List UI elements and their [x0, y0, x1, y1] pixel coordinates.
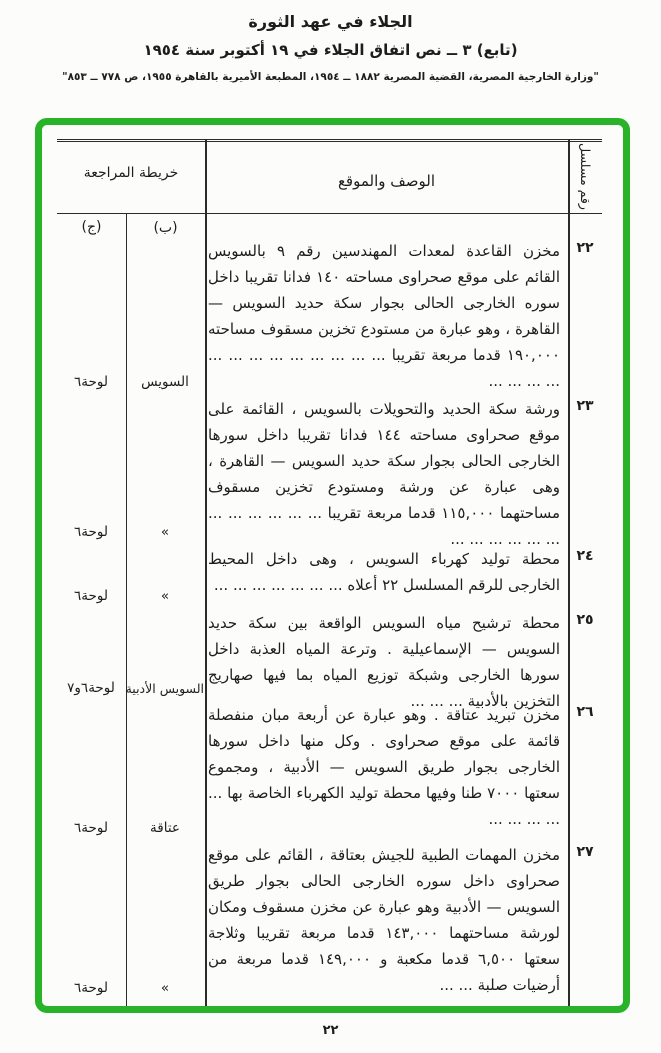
table-row [57, 842, 602, 1002]
row-map-j-value: لوحة٦ [74, 524, 108, 540]
column-subheader-b: (ب) [153, 220, 178, 236]
document-title: الجلاء في عهد الثورة [248, 12, 413, 31]
page-number: ٢٢ [322, 1023, 339, 1038]
document-source-citation: "وزارة الخارجية المصرية، القضية المصرية ١٨٨٢ ــ ١٩٥٤، المطبعة الأميرية بالقاهرة ١٩٥٥، ص ٧٧٨ ــ ٨٥٣" [62, 71, 599, 83]
row-description: محطة توليد كهرباء السويس ، وهى داخل المحيط الخارجى للرقم المسلسل ٢٢ أعلاه ... ... ... ... ... ... ... [208, 550, 560, 594]
table-row [57, 546, 602, 610]
table-top-double-rule [57, 139, 602, 142]
row-description: مخزن المهمات الطبية للجيش بعتاقة ، القائم على موقع صحراوى داخل سوره الخارجى الحالى بجوار طريق السويس — الأدبية وهو عبارة عن مخزن مسقوف ومكان لورشة مساحتهما ١٤٣,٠٠٠ قدما مربعة تقريبا وثلاجة سعتها ٦,٥٠٠ قدما مكعبة و ١٤٩,٠٠٠ قدما مربعة من أرضيات صلبة ... ... [208, 846, 560, 994]
column-header-description: الوصف والموقع [337, 172, 436, 190]
document-subtitle: (تابع) ٣ ــ نص اتفاق الجلاء في ١٩ أكتوبر سنة ١٩٥٤ [143, 41, 518, 59]
row-description: مخزن تبريد عتاقة . وهو عبارة عن أربعة مبان منفصلة قائمة على موقع صحراوى . وكل منها داخل سورها الخارجى بجوار طريق السويس — الأدبية ، ومجموع سعتها ٧٠٠٠ طنا وفيها محطة توليد الكهرباء الخاصة بها ... ... ... ... ... [208, 706, 560, 828]
column-header-map: خريطة المراجعة [83, 165, 179, 181]
row-map-b-value: السويس الأدبية [125, 681, 204, 696]
row-serial-number: ٢٤ [576, 548, 594, 564]
table-row [57, 396, 602, 546]
column-subheader-j: (ج) [81, 219, 102, 235]
row-description: محطة ترشيح مياه السويس الواقعة بين سكة حديد السويس — الإسماعيلية . وترعة المياه العذبة داخل سورها الخارجى وشبكة توزيع المياه بما فيها صهاريج التخزين بالأدبية ... ... ... [208, 614, 560, 710]
table-row [57, 238, 602, 396]
row-serial-number: ٢٣ [576, 398, 594, 414]
row-map-j-value: لوحة٦و٧ [67, 680, 115, 696]
row-map-b-value: عتاقة [150, 820, 180, 836]
row-map-b-value: » [160, 980, 170, 996]
table-row [57, 610, 602, 710]
row-map-b-value: السويس [141, 374, 189, 390]
row-map-b-value: » [160, 524, 170, 540]
row-serial-number: ٢٢ [576, 240, 594, 256]
row-serial-number: ٢٦ [576, 704, 594, 720]
row-map-b-value: » [160, 588, 170, 604]
row-map-j-value: لوحة٦ [74, 588, 108, 604]
row-description: مخزن القاعدة لمعدات المهندسين رقم ٩ بالسويس القائم على موقع صحراوى مساحته ١٤٠ فدانا تقريبا داخل سوره الخارجى الحالى بجوار سكة حديد السويس — القاهرة ، وهو عبارة من مستودع تخزين مسقوف مساحته ١٩٠,٠٠٠ قدما مربعة تقريبا ... ... ... ... ... ... ... ... ... ... ... ... ... [208, 242, 560, 390]
row-map-j-value: لوحة٦ [74, 980, 108, 996]
column-header-serial [567, 140, 603, 212]
row-serial-number: ٢٧ [576, 844, 594, 860]
column-header-serial-label: رقم مسلسل [577, 142, 593, 210]
row-map-j-value: لوحة٦ [74, 374, 108, 390]
row-map-j-value: لوحة٦ [74, 820, 108, 836]
row-description: ورشة سكة الحديد والتحويلات بالسويس ، القائمة على موقع صحراوى مساحته ١٤٤ فدانا تقريبا داخل سورها الخارجى الحالى بجوار سكة حديد السويس — القاهرة ، وهى عبارة عن ورشة ومستودع تخزين مسقوف مساحتهما ١١٥,٠٠٠ قدما مربعة تقريبا ... ... ... ... ... ... ... ... ... ... ... ... [208, 400, 560, 548]
row-serial-number: ٢٥ [576, 612, 594, 628]
table-header-divider [57, 213, 602, 214]
table-row [57, 702, 602, 842]
